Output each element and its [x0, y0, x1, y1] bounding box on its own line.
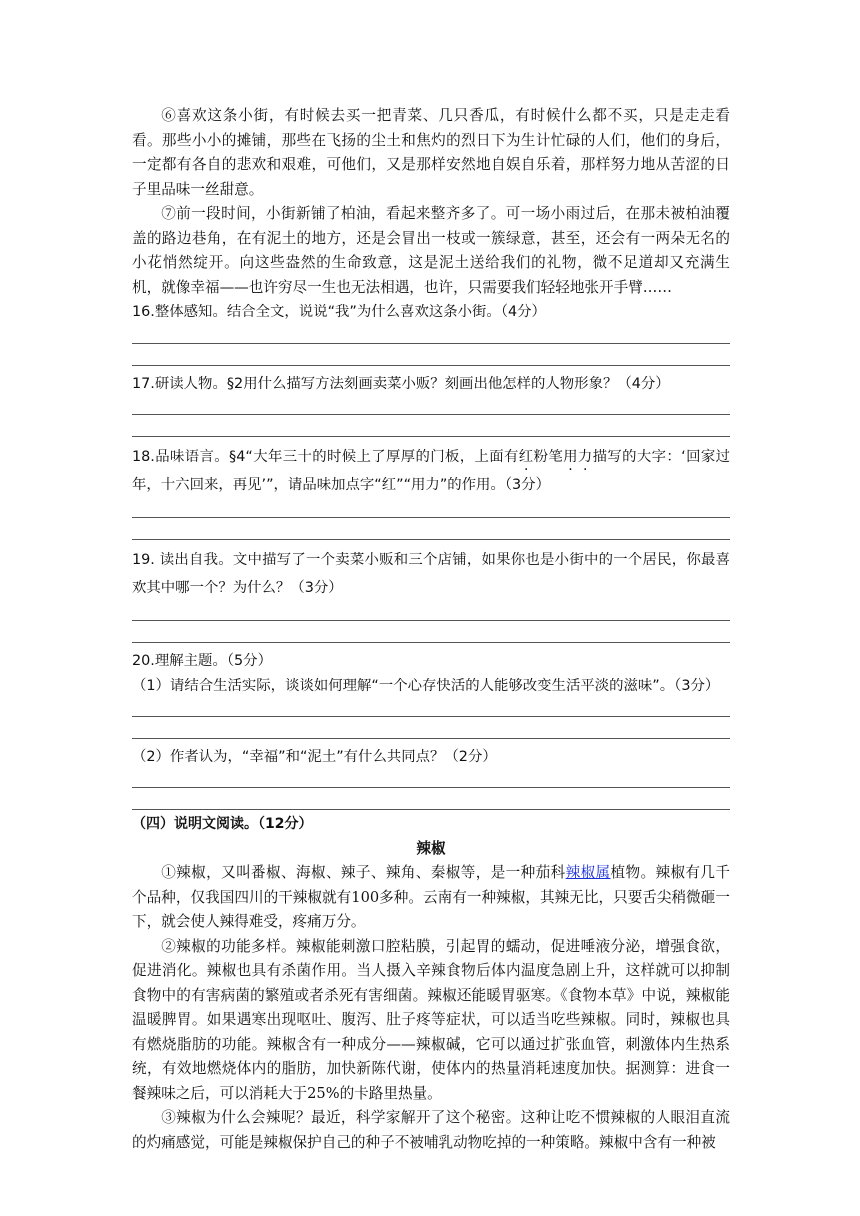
article-paragraph-1 — [132, 861, 730, 935]
section-heading: （四）说明文阅读。（12分） — [132, 816, 313, 832]
answer-line — [132, 809, 730, 810]
emphasis-dot-li: 力 — [577, 449, 593, 465]
question-19: 19. 读出自我。文中描写了一个卖菜小贩和三个店铺，如果你也是小街中的一个居民，你最喜欢其中哪一个？为什么？（3分） — [132, 552, 730, 596]
question-16: 16.整体感知。结合全文，说说“我”为什么喜欢这条小街。（4分） — [132, 304, 546, 320]
question-18-text: 粉笔 — [533, 449, 564, 465]
paragraph-6: ⑥喜欢这条小街，有时候去买一把青菜、几只香瓜，有时候什么都不买，只是走走看看。那些小小的摊铺，那些在飞扬的尘土和焦灼的烈日下为生计忙碌的人们，他们的身后，一定都有各自的悲欢和艰难，可他们，又是那样安然地自娱自乐着，那样努力地从苦涩的日子里品味一丝甜意。 — [132, 107, 730, 198]
question-18-text: 18.品味语言。§4“大年三十的时候上了厚厚的门板，上面有 — [132, 449, 519, 465]
article-paragraph-2: ②辣椒的功能多样。辣椒能刺激口腔粘膜，引起胃的蠕动，促进唾液分泌，增强食欲，促进消化。辣椒也具有杀菌作用。当人摄入辛辣食物后体内温度急剧上升，这样就可以抑制食物中的有害病菌的繁殖或者杀死有害细菌。辣椒还能暖胃驱寒。《食物本草》中说，辣椒能温暖脾胃。如果遇寒出现呕吐、腹泻、肚子疼等症状，可以适当吃些辣椒。同时，辣椒也具有燃烧脂肪的功能。辣椒含有一种成分——辣椒碱，它可以通过扩张血管，刺激体内生热系统，有效地燃烧体内的脂肪，加快新陈代谢，使体内的热量消耗速度加快。据测算：进食一餐辣味之后，可以消耗大于25%的卡路里热量。 — [132, 937, 730, 1102]
article-text: 植物。辣椒有几千个品种，仅我国四川的干辣椒就有100多种。云南有一种辣椒，其辣无比，只要舌尖稍微砸一下，就会使人辣得难受，疼痛万分。 — [132, 864, 730, 930]
question-20-1: （1）请结合生活实际，谈谈如何理解“一个心存快活的人能够改变生活平淡的滋味”。（3分） — [132, 677, 720, 694]
answer-line — [132, 642, 730, 643]
question-20-2: （2）作者认为，“幸福”和“泥土”有什么共同点？（2分） — [132, 748, 497, 765]
answer-line — [132, 436, 730, 437]
emphasis-dot-yong: 用 — [563, 449, 578, 465]
document-content — [132, 104, 730, 1155]
emphasis-dot-red: 红 — [518, 449, 534, 465]
paragraph-7: ⑦前一段时间，小街新铺了柏油，看起来整齐多了。可一场小雨过后，在那未被柏油覆盖的路边巷角，在有泥土的地方，还是会冒出一枝或一簇绿意，甚至，还会有一两朵无名的小花悄然绽开。向这些盎然的生命致意，这是泥土送给我们的礼物，微不足道却又充满生机，就像幸福——也许穷尽一生也无法相遇，也许，只需要我们轻轻地张开手臂…… — [132, 205, 730, 296]
question-18 — [132, 443, 730, 499]
answer-line — [132, 738, 730, 739]
article-text: ①辣椒，又叫番椒、海椒、辣子、辣角、秦椒等，是一种茄科 — [161, 864, 566, 881]
article-paragraph-3: ③辣椒为什么会辣呢？最近，科学家解开了这个秘密。这种让吃不惯辣椒的人眼泪直流的灼痛感觉，可能是辣椒保护自己的种子不被哺乳动物吃掉的一种策略。辣椒中含有一种被 — [132, 1109, 730, 1151]
answer-line — [132, 539, 730, 540]
question-20: 20.理解主题。（5分） — [132, 653, 272, 669]
article-title: 辣椒 — [416, 839, 446, 857]
question-17: 17.研读人物。§2用什么描写方法刻画卖菜小贩？刻画出他怎样的人物形象？（4分） — [132, 375, 670, 392]
capsicum-genus-link[interactable]: 辣椒属 — [565, 864, 611, 881]
answer-line — [132, 365, 730, 366]
question-18-text: 描写的大字：‘回家过年，十六回来，再见’”，请品味加点字“红”“用力”的作用。（3分） — [132, 449, 730, 493]
